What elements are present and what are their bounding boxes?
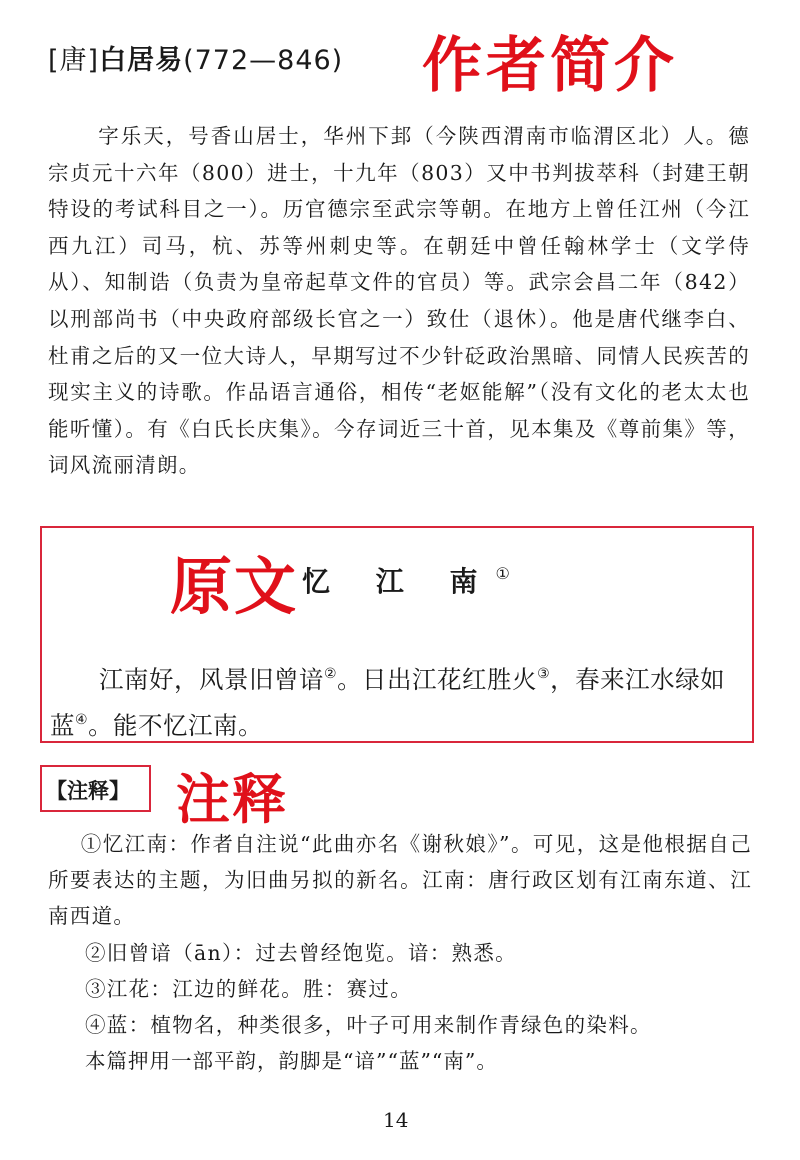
footnote-4: ④ xyxy=(75,712,89,728)
poem-text xyxy=(50,654,750,746)
note-2: ②旧曾谙（ān）：过去曾经饱览。谙：熟悉。 xyxy=(85,940,517,965)
poem-line-1: 江南好，风景旧曾谙 xyxy=(99,665,324,694)
author-years: (772—846) xyxy=(183,45,344,76)
page-number: 14 xyxy=(383,1108,409,1132)
poem-title-text: 忆 江 南 xyxy=(302,565,496,598)
poem-line-2: 。日出江花红胜火 xyxy=(337,665,538,694)
notes-label: 【注释】 xyxy=(46,779,130,803)
rhyme-note: 本篇押用一部平韵，韵脚是“谙”“蓝”“南”。 xyxy=(85,1049,498,1074)
author-name: 白居易 xyxy=(99,45,184,76)
original-section-title: 原文 xyxy=(170,550,299,623)
poem-line-4: 。能不忆江南。 xyxy=(88,711,264,740)
note-1: ①忆江南：作者自注说“此曲亦名《谢秋娘》”。可见，这是他根据自己所要表达的主题，为旧曲另拟的新名。江南：唐行政区划有江南东道、江南西道。 xyxy=(48,832,752,929)
dynasty-label: [唐] xyxy=(48,45,100,76)
author-heading xyxy=(48,38,343,77)
footnote-3: ③ xyxy=(537,666,551,682)
poem-title xyxy=(302,560,510,600)
notes-list xyxy=(48,826,752,1079)
poem-line-3: ，春来江水绿如蓝 xyxy=(50,665,726,740)
bio-section-title: 作者简介 xyxy=(422,31,678,101)
author-bio-paragraph: 字乐天，号香山居士，华州下邽（今陕西渭南市临渭区北）人。德宗贞元十六年（800）进士，十九年（803）又中书判拔萃科（封建王朝特设的考试科目之一）。历官德宗至武宗等朝。在地方上曾任江州（今江西九江）司马，杭、苏等州刺史等。在朝廷中曾任翰林学士（文学侍从）、知制诰（负责为皇帝起草文件的官员）等。武宗会昌二年（842）以刑部尚书（中央政府部级长官之一）致仕（退休）。他是唐代继李白、杜甫之后的又一位大诗人，早期写过不少针砭政治黑暗、同情人民疾苦的现实主义的诗歌。作品语言通俗，相传“老妪能解”（没有文化的老太太也能听懂）。有《白氏长庆集》。今存词近三十首，见本集及《尊前集》等，词风流丽清朗。 xyxy=(48,124,750,478)
notes-section-title: 注释 xyxy=(176,767,288,831)
note-3: ③江花：江边的鲜花。胜：赛过。 xyxy=(85,976,412,1001)
poem-title-footnote: ① xyxy=(495,564,510,583)
footnote-2: ② xyxy=(324,666,338,682)
note-4: ④蓝：植物名，种类很多，叶子可用来制作青绿色的染料。 xyxy=(85,1013,652,1038)
